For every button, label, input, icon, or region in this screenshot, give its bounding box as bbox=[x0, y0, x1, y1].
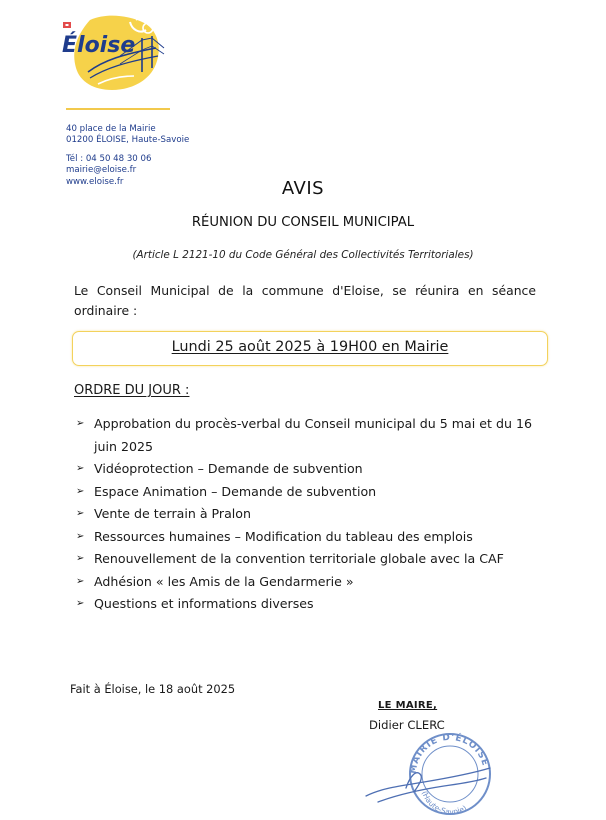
eloise-logo bbox=[60, 14, 172, 94]
arrow-bullet-icon: ➢ bbox=[76, 418, 85, 429]
email-address[interactable]: mairie@eloise.fr bbox=[66, 165, 137, 176]
agenda-list bbox=[74, 413, 544, 616]
agenda-item: ➢ Questions et informations diverses bbox=[74, 593, 544, 616]
arrow-bullet-icon: ➢ bbox=[76, 485, 85, 497]
agenda-item: ➢ Approbation du procès-verbal du Conseil municipal du 5 mai et du 16 juin 2025 bbox=[74, 413, 544, 458]
arrow-bullet-icon: ➢ bbox=[76, 508, 85, 519]
arrow-bullet-icon: ➢ bbox=[76, 553, 85, 564]
agenda-title: ORDRE DU JOUR : bbox=[74, 383, 190, 398]
arrow-bullet-icon: ➢ bbox=[76, 463, 85, 474]
agenda-item: ➢ Renouvellement de la convention territoriale globale avec la CAF bbox=[74, 548, 544, 571]
official-stamp bbox=[358, 726, 494, 818]
arrow-bullet-icon: ➢ bbox=[76, 598, 85, 609]
legal-reference: (Article L 2121-10 du Code Général des Collectivités Territoriales) bbox=[132, 249, 474, 261]
agenda-item: ➢ Adhésion « les Amis de la Gendarmerie » bbox=[74, 571, 544, 594]
agenda-item: ➢ Espace Animation – Demande de subvention bbox=[74, 481, 544, 504]
logo-divider bbox=[66, 108, 170, 110]
meeting-date: Lundi 25 août 2025 à 19H00 en Mairie bbox=[171, 339, 449, 355]
notice-subtitle: RÉUNION DU CONSEIL MUNICIPAL bbox=[191, 215, 415, 230]
agenda-item: ➢ Vidéoprotection – Demande de subvention bbox=[74, 458, 544, 481]
phone-number: Tél : 04 50 48 30 06 bbox=[66, 153, 152, 164]
mayor-title: LE MAIRE, bbox=[378, 700, 438, 711]
agenda-item: ➢ Ressources humaines – Modification du tableau des emplois bbox=[74, 526, 544, 549]
meeting-date-box bbox=[72, 331, 548, 366]
address-line-1: 40 place de la Mairie bbox=[66, 124, 156, 134]
arrow-bullet-icon: ➢ bbox=[76, 530, 85, 542]
svg-text:MAIRIE D'ÉLOISE: MAIRIE D'ÉLOISE bbox=[408, 732, 491, 775]
logo-wordmark: Éloise bbox=[62, 33, 136, 58]
arrow-bullet-icon: ➢ bbox=[76, 575, 85, 587]
agenda-item: ➢ Vente de terrain à Pralon bbox=[74, 503, 544, 526]
place-and-date: Fait à Éloise, le 18 août 2025 bbox=[70, 682, 236, 696]
intro-paragraph: Le Conseil Municipal de la commune d'Eloise, se réunira en séance ordinaire : bbox=[74, 283, 536, 318]
mayor-name: Didier CLERC bbox=[369, 718, 445, 732]
notice-title: AVIS bbox=[281, 178, 325, 199]
website-link[interactable]: www.eloise.fr bbox=[66, 176, 124, 187]
address-line-2: 01200 ÉLOISE, Haute-Savoie bbox=[66, 135, 190, 146]
svg-text:(Haute-Savoie): (Haute-Savoie) bbox=[420, 789, 469, 817]
